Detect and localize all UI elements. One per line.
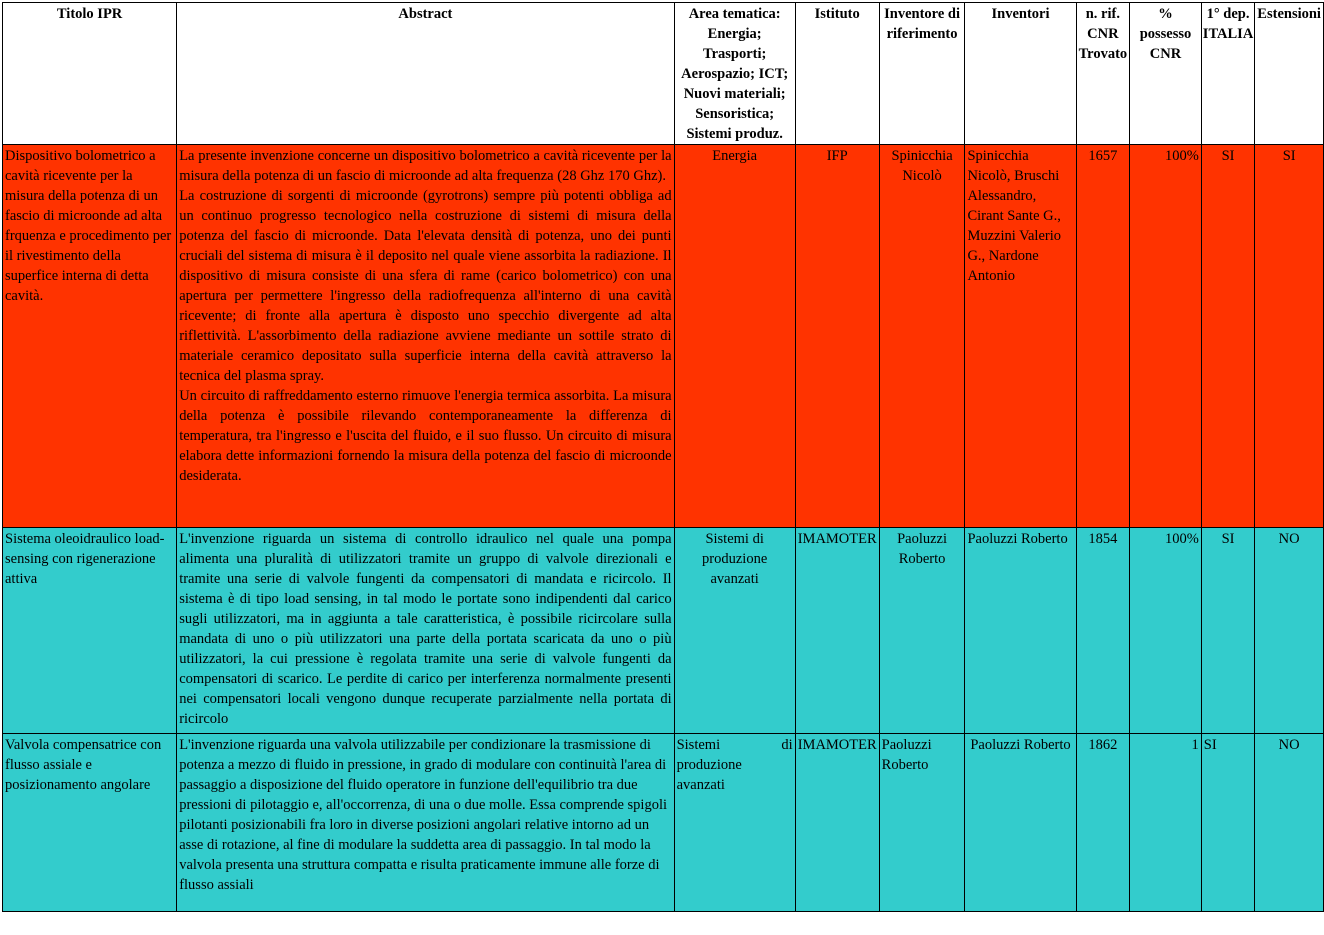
cell-inventore-rif: Paoluzzi Roberto bbox=[879, 528, 965, 734]
cell-estensioni: NO bbox=[1255, 734, 1324, 912]
header-istituto: Istituto bbox=[795, 3, 879, 145]
cell-estensioni: SI bbox=[1255, 145, 1324, 528]
abstract-paragraph: Un circuito di raffreddamento esterno rimuove l'energia termica assorbita. La misura della potenza è possibile rilevando contemporaneamente la differenza di temperatura, tra l'ingresso e l'uscita del fluido, e il suo flusso. Un circuito di misura elabora dette informazioni fornendo la misura della potenza del fascio di microonde desiderata. bbox=[179, 388, 672, 484]
cell-dep: SI bbox=[1201, 528, 1254, 734]
cell-possesso: 100% bbox=[1130, 145, 1202, 528]
cell-titolo: Sistema oleoidraulico load-sensing con rigenerazione attiva bbox=[3, 528, 177, 734]
header-inventori: Inventori bbox=[965, 3, 1076, 145]
header-inventore-rif: Inventore di riferimento bbox=[879, 3, 965, 145]
cell-area: Sistemi di produzione avanzati bbox=[674, 528, 795, 734]
cell-estensioni: NO bbox=[1255, 528, 1324, 734]
cell-nrif: 1862 bbox=[1076, 734, 1130, 912]
cell-abstract bbox=[177, 528, 674, 734]
cell-nrif: 1854 bbox=[1076, 528, 1130, 734]
cell-area: Sistemi di produzione avanzati bbox=[674, 734, 795, 912]
cell-possesso: 100% bbox=[1130, 528, 1202, 734]
table-row bbox=[3, 145, 1324, 528]
cell-inventore-rif: Spinicchia Nicolò bbox=[879, 145, 965, 528]
cell-nrif: 1657 bbox=[1076, 145, 1130, 528]
cell-area: Energia bbox=[674, 145, 795, 528]
ipr-table bbox=[2, 2, 1324, 912]
cell-titolo: Valvola compensatrice con flusso assiale e posizionamento angolare bbox=[3, 734, 177, 912]
cell-istituto: IMAMOTER bbox=[795, 528, 879, 734]
header-dep: 1° dep. ITALIA bbox=[1201, 3, 1254, 145]
header-row bbox=[3, 3, 1324, 145]
cell-abstract bbox=[177, 734, 674, 912]
abstract-paragraph: L'invenzione riguarda un sistema di controllo idraulico nel quale una pompa alimenta una pluralità di utilizzatori tramite un gruppo di valvole direzionali e tramite una serie di valvole fungenti da compensatori di mandata e ricircolo. Il sistema è di tipo load sensing, in tal modo le portate sono indipendenti dal carico sugli utilizzatori, ma in aggiunta a tale caratteristica, è possibile ricircolare sulla mandata di uno o più utilizzatori una parte della portata scaricata da uno o più utilizzatori, la cui pressione è regolata tramite una serie di valvole fungenti da compensatori di scarico. Le perdite di carico per interferenza normalmente presenti nei compensatori locali vengono dunque recuperate parzialmente nella portata di ricircolo bbox=[179, 531, 672, 727]
abstract-paragraph: La costruzione di sorgenti di microonde (gyrotrons) sempre più potenti obbliga ad un continuo progresso tecnologico nella costruzione di sistemi di misura della potenza del fascio di microonde. Data l'elevata densità di potenza, uno dei punti cruciali del sistema di misura è il deposito nel quale viene assorbita la radiazione. Il dispositivo di misura consiste di una sfera di rame (carico bolometrico) con una apertura per permettere l'ingresso della radiofrequenza all'interno di una cavità ricevente; di fronte alla apertura è disposto uno specchio divergente ad alta riflettività. L'assorbimento della radiazione avviene mediante un sottile strato di materiale ceramico depositato sulla superficie interna della cavità attraverso la tecnica del plasma spray. bbox=[179, 188, 672, 384]
abstract-paragraph: La presente invenzione concerne un dispositivo bolometrico a cavità ricevente per la misura della potenza di un fascio di microonde ad alta frequenza (28 Ghz 170 Ghz). bbox=[179, 148, 672, 184]
header-abstract: Abstract bbox=[177, 3, 674, 145]
cell-titolo: Dispositivo bolometrico a cavità ricevente per la misura della potenza di un fascio di microonde ad alta frquenza e procedimento per il rivestimento della superfice interna di detta cavità. bbox=[3, 145, 177, 528]
header-possesso: % possesso CNR bbox=[1130, 3, 1202, 145]
cell-dep: SI bbox=[1201, 145, 1254, 528]
table-row bbox=[3, 734, 1324, 912]
cell-dep: SI bbox=[1201, 734, 1254, 912]
cell-istituto: IMAMOTER bbox=[795, 734, 879, 912]
cell-abstract bbox=[177, 145, 674, 528]
header-area: Area tematica: Energia; Trasporti; Aerospazio; ICT; Nuovi materiali; Sensoristica; Sistemi produz. bbox=[674, 3, 795, 145]
header-titolo: Titolo IPR bbox=[3, 3, 177, 145]
abstract-paragraph: L'invenzione riguarda una valvola utilizzabile per condizionare la trasmissione di potenza a mezzo di fluido in pressione, in grado di modulare con continuità l'area di passaggio a disposizione del fluido operatore in funzione dell'equilibrio tra due pressioni di pilotaggio e, all'occorrenza, di una o due molle. Essa comprende spigoli pilotanti posizionabili fra loro in diverse posizioni angolari relative intorno ad un asse di rotazione, al fine di modulare la suddetta area di passaggio. In tal modo la valvola presenta una struttura compatta e risulta praticamente immune alle forze di flusso assiali bbox=[179, 737, 668, 893]
cell-inventore-rif: Paoluzzi Roberto bbox=[879, 734, 965, 912]
cell-possesso: 1 bbox=[1130, 734, 1202, 912]
cell-istituto: IFP bbox=[795, 145, 879, 528]
cell-inventori: Paoluzzi Roberto bbox=[965, 734, 1076, 912]
cell-inventori: Spinicchia Nicolò, Bruschi Alessandro, Cirant Sante G., Muzzini Valerio G., Nardone Antonio bbox=[965, 145, 1076, 528]
header-estensioni: Estensioni bbox=[1255, 3, 1324, 145]
table-row bbox=[3, 528, 1324, 734]
header-nrif: n. rif. CNR Trovato bbox=[1076, 3, 1130, 145]
cell-inventori: Paoluzzi Roberto bbox=[965, 528, 1076, 734]
